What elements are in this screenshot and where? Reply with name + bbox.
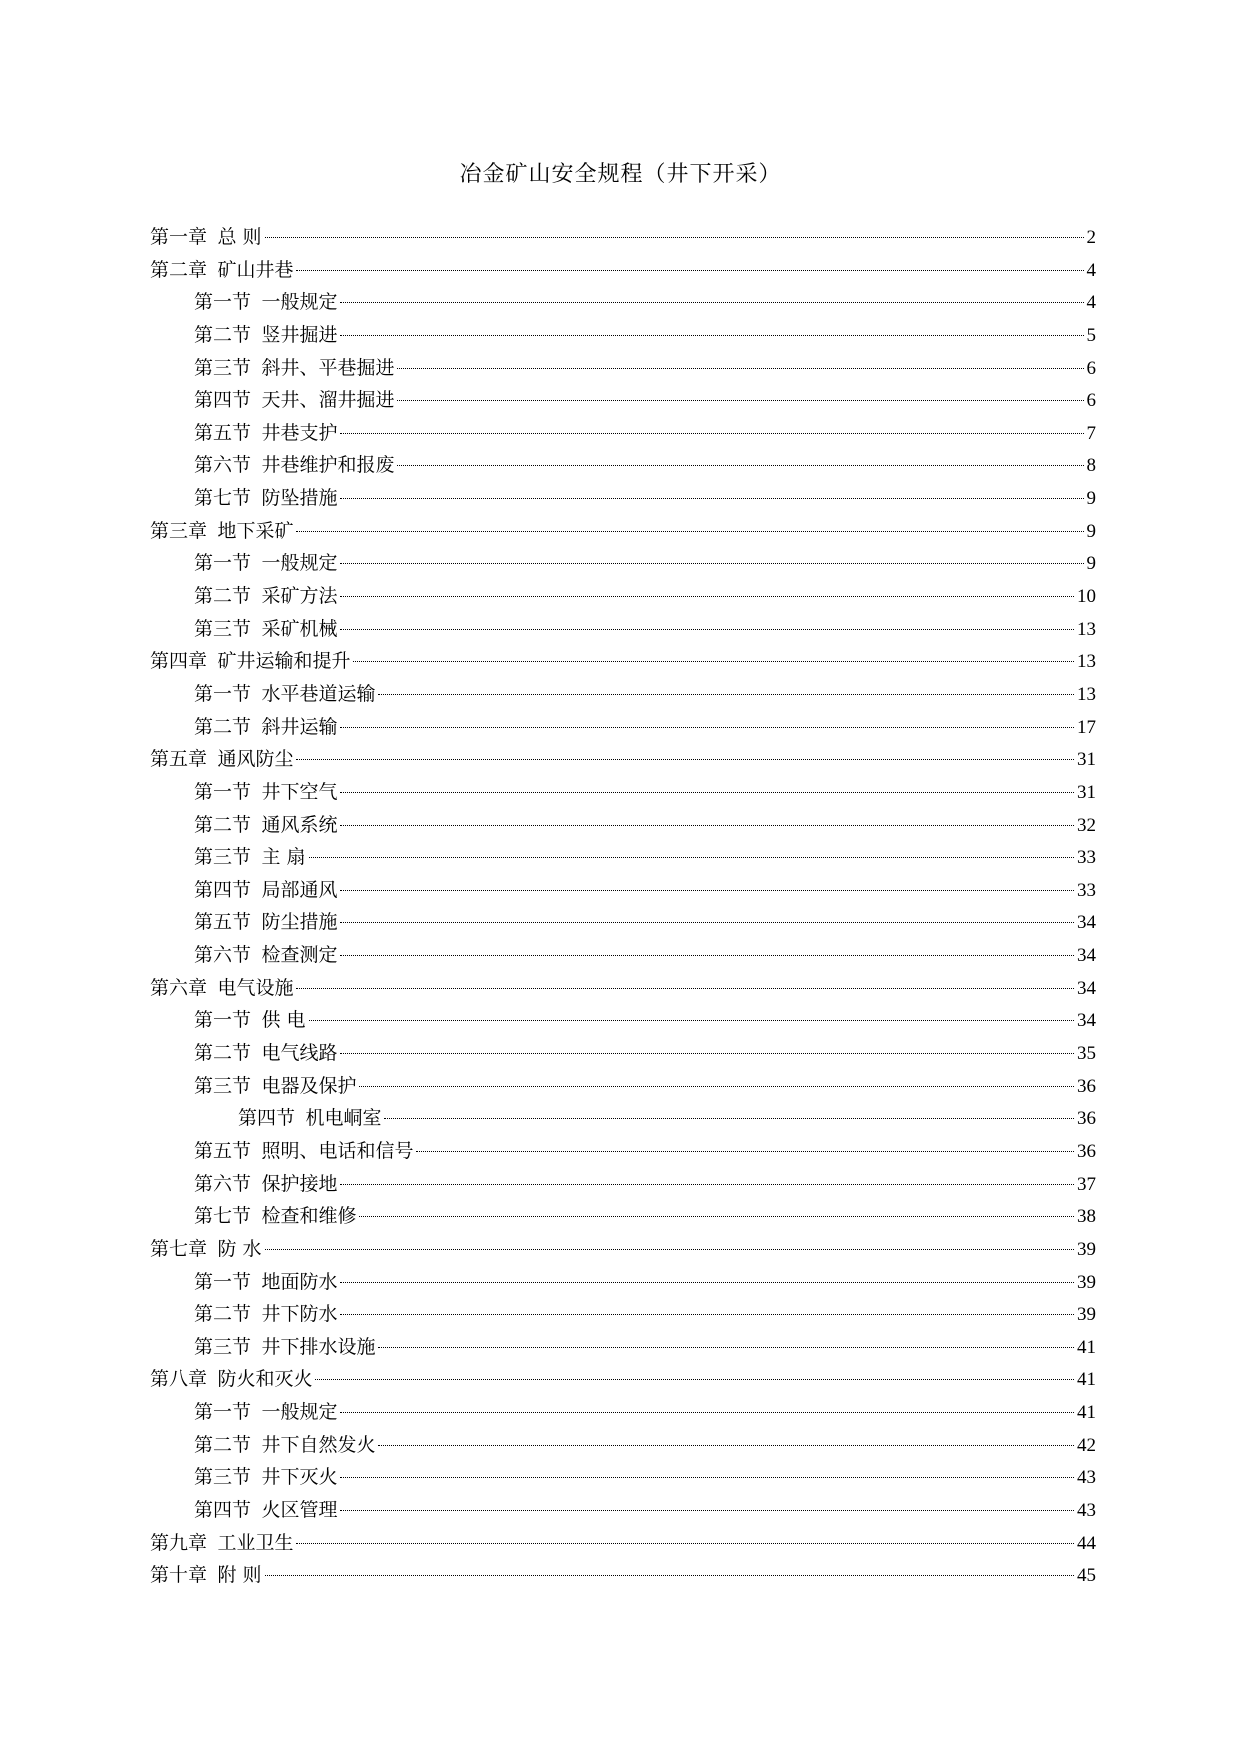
toc-dot-leader bbox=[296, 270, 1083, 271]
toc-section-entry[interactable] bbox=[150, 1266, 1096, 1299]
toc-dot-leader bbox=[340, 596, 1074, 597]
toc-page-number: 41 bbox=[1077, 1336, 1096, 1358]
toc-section-entry[interactable] bbox=[150, 906, 1096, 939]
toc-section-entry[interactable] bbox=[150, 1396, 1096, 1429]
toc-section-entry[interactable] bbox=[150, 547, 1096, 580]
toc-entry-number: 第六节 bbox=[194, 1172, 252, 1195]
toc-page-number: 5 bbox=[1086, 324, 1096, 346]
toc-entry-label bbox=[194, 482, 337, 515]
toc-entry-title: 电气线路 bbox=[261, 1042, 338, 1065]
toc-dot-leader bbox=[340, 1412, 1074, 1413]
toc-section-entry[interactable] bbox=[150, 1004, 1096, 1037]
toc-entry-title: 主 扇 bbox=[261, 846, 306, 869]
toc-entry-label bbox=[194, 352, 394, 385]
toc-dot-leader bbox=[296, 531, 1083, 532]
toc-entry-label bbox=[150, 1363, 312, 1396]
toc-chapter-entry[interactable] bbox=[150, 254, 1096, 287]
toc-entry-label bbox=[194, 1200, 356, 1233]
toc-page-number: 9 bbox=[1086, 553, 1096, 575]
toc-entry-title: 总 则 bbox=[217, 226, 262, 248]
toc-section-entry[interactable] bbox=[150, 1429, 1096, 1462]
toc-entry-number: 第一章 bbox=[150, 226, 208, 248]
toc-dot-leader bbox=[296, 988, 1074, 989]
toc-entry-number: 第二节 bbox=[194, 813, 252, 836]
toc-dot-leader bbox=[340, 1314, 1074, 1315]
toc-entry-label bbox=[194, 286, 337, 319]
toc-dot-leader bbox=[397, 400, 1083, 401]
toc-section-entry[interactable] bbox=[150, 384, 1096, 417]
toc-entry-number: 第四节 bbox=[238, 1107, 296, 1130]
toc-entry-title: 采矿方法 bbox=[261, 585, 338, 608]
toc-section-entry[interactable] bbox=[150, 352, 1096, 385]
toc-chapter-entry[interactable] bbox=[150, 1363, 1096, 1396]
toc-entry-title: 供 电 bbox=[261, 1009, 306, 1032]
toc-section-entry[interactable] bbox=[150, 1331, 1096, 1364]
toc-entry-number: 第三章 bbox=[150, 519, 208, 542]
toc-page-number: 6 bbox=[1086, 357, 1096, 379]
toc-dot-leader bbox=[296, 759, 1074, 760]
toc-page-number: 37 bbox=[1077, 1173, 1096, 1195]
toc-page-number: 2 bbox=[1086, 227, 1096, 248]
toc-page-number: 39 bbox=[1077, 1238, 1096, 1260]
toc-page-number: 31 bbox=[1077, 749, 1096, 771]
toc-section-entry[interactable] bbox=[150, 1168, 1096, 1201]
toc-entry-title: 一般规定 bbox=[261, 552, 338, 575]
toc-entry-number: 第七节 bbox=[194, 1205, 252, 1228]
toc-entry-number: 第二节 bbox=[194, 323, 252, 346]
toc-page-number: 38 bbox=[1077, 1206, 1096, 1228]
toc-page-number: 35 bbox=[1077, 1043, 1096, 1065]
toc-entry-label bbox=[194, 906, 337, 939]
toc-dot-leader bbox=[378, 694, 1074, 695]
toc-page-number: 9 bbox=[1086, 488, 1096, 510]
toc-page-number: 36 bbox=[1077, 1140, 1096, 1162]
toc-entry-title: 地下采矿 bbox=[217, 519, 294, 542]
toc-entry-number: 第六节 bbox=[194, 454, 252, 477]
toc-page-number: 45 bbox=[1077, 1565, 1096, 1587]
toc-page-number: 41 bbox=[1077, 1402, 1096, 1424]
toc-section-entry[interactable] bbox=[150, 286, 1096, 319]
toc-entry-label bbox=[150, 1233, 262, 1266]
toc-entry-number: 第二节 bbox=[194, 585, 252, 608]
toc-entry-label bbox=[194, 580, 337, 613]
toc-dot-leader bbox=[340, 727, 1074, 728]
toc-entry-number: 第四节 bbox=[194, 1498, 252, 1521]
toc-entry-label bbox=[194, 1135, 413, 1168]
toc-chapter-entry[interactable] bbox=[150, 645, 1096, 678]
toc-section-entry[interactable] bbox=[150, 580, 1096, 613]
toc-entry-title: 井巷维护和报废 bbox=[261, 454, 395, 477]
toc-entry-title: 保护接地 bbox=[261, 1172, 338, 1195]
toc-chapter-entry[interactable] bbox=[150, 515, 1096, 548]
toc-entry-number: 第三节 bbox=[194, 1074, 252, 1097]
toc-page-number: 4 bbox=[1086, 259, 1096, 281]
toc-entry-number: 第五节 bbox=[194, 911, 252, 934]
toc-entry-title: 井下灭火 bbox=[261, 1466, 338, 1489]
toc-section-entry[interactable] bbox=[150, 1135, 1096, 1168]
toc-dot-leader bbox=[340, 629, 1074, 630]
toc-page-number: 17 bbox=[1077, 716, 1096, 738]
toc-page-number: 32 bbox=[1077, 814, 1096, 836]
toc-page-number: 43 bbox=[1077, 1467, 1096, 1489]
toc-dot-leader bbox=[340, 792, 1074, 793]
toc-entry-title: 防 水 bbox=[217, 1237, 262, 1260]
toc-dot-leader bbox=[340, 1510, 1074, 1511]
toc-page-number: 6 bbox=[1086, 390, 1096, 412]
toc-entry-label bbox=[150, 972, 293, 1005]
toc-entry-number: 第三节 bbox=[194, 1466, 252, 1489]
toc-entry-label bbox=[194, 1396, 337, 1429]
toc-entry-title: 防尘措施 bbox=[261, 911, 338, 934]
toc-entry-label bbox=[194, 809, 337, 842]
toc-page-number: 36 bbox=[1077, 1108, 1096, 1130]
toc-entry-label bbox=[150, 645, 350, 678]
toc-entry-title: 矿山井巷 bbox=[217, 258, 294, 281]
toc-entry-title: 天井、溜井掘进 bbox=[261, 389, 395, 412]
toc-entry-number: 第一节 bbox=[194, 780, 252, 803]
toc-entry-number: 第五节 bbox=[194, 421, 252, 444]
toc-entry-number: 第六章 bbox=[150, 976, 208, 999]
toc-entry-title: 通风防尘 bbox=[217, 748, 294, 771]
toc-section-entry[interactable] bbox=[150, 613, 1096, 646]
toc-section-entry[interactable] bbox=[150, 841, 1096, 874]
toc-entry-number: 第二节 bbox=[194, 1303, 252, 1326]
toc-entry-title: 工业卫生 bbox=[217, 1531, 294, 1554]
toc-entry-label bbox=[150, 254, 293, 287]
toc-section-entry[interactable] bbox=[150, 776, 1096, 809]
toc-dot-leader bbox=[340, 563, 1083, 564]
toc-entry-title: 火区管理 bbox=[261, 1498, 338, 1521]
toc-section-entry[interactable] bbox=[150, 1494, 1096, 1527]
toc-dot-leader bbox=[359, 1216, 1074, 1217]
toc-page-number: 41 bbox=[1077, 1369, 1096, 1391]
toc-entry-title: 井下防水 bbox=[261, 1303, 338, 1326]
toc-page-number: 7 bbox=[1086, 422, 1096, 444]
toc-entry-title: 通风系统 bbox=[261, 813, 338, 836]
toc-dot-leader bbox=[340, 433, 1083, 434]
toc-entry-number: 第九章 bbox=[150, 1531, 208, 1554]
toc-chapter-entry[interactable] bbox=[150, 1559, 1096, 1592]
toc-dot-leader bbox=[340, 922, 1074, 923]
toc-dot-leader bbox=[340, 1477, 1074, 1478]
toc-page-number: 13 bbox=[1077, 618, 1096, 640]
toc-entry-label bbox=[194, 547, 337, 580]
toc-entry-label bbox=[194, 678, 375, 711]
toc-entry-title: 检查测定 bbox=[261, 944, 338, 967]
toc-entry-title: 斜井、平巷掘进 bbox=[261, 356, 395, 379]
toc-entry-title: 检查和维修 bbox=[261, 1205, 357, 1228]
toc-entry-title: 一般规定 bbox=[261, 291, 338, 314]
toc-section-entry[interactable] bbox=[150, 319, 1096, 352]
toc-entry-number: 第八章 bbox=[150, 1368, 208, 1391]
toc-dot-leader bbox=[416, 1151, 1074, 1152]
toc-entry-number: 第六节 bbox=[194, 944, 252, 967]
toc-entry-label bbox=[194, 939, 337, 972]
toc-entry-label bbox=[194, 1298, 337, 1331]
toc-entry-title: 井下自然发火 bbox=[261, 1433, 376, 1456]
toc-dot-leader bbox=[397, 368, 1083, 369]
toc-entry-number: 第四节 bbox=[194, 878, 252, 901]
toc-entry-label bbox=[194, 417, 337, 450]
toc-section-entry[interactable] bbox=[150, 711, 1096, 744]
toc-dot-leader bbox=[340, 825, 1074, 826]
document-title: 冶金矿山安全规程（井下开采） bbox=[459, 162, 782, 187]
toc-entry-number: 第三节 bbox=[194, 1335, 252, 1358]
toc-entry-number: 第二章 bbox=[150, 258, 208, 281]
toc-dot-leader bbox=[265, 237, 1084, 238]
toc-section-entry[interactable] bbox=[150, 449, 1096, 482]
toc-entry-label bbox=[194, 319, 337, 352]
toc-dot-leader bbox=[384, 1118, 1074, 1119]
toc-chapter-entry[interactable] bbox=[150, 972, 1096, 1005]
toc-entry-number: 第五章 bbox=[150, 748, 208, 771]
toc-entry-number: 第一节 bbox=[194, 291, 252, 314]
toc-page-number: 8 bbox=[1086, 455, 1096, 477]
toc-entry-title: 防火和灭火 bbox=[217, 1368, 313, 1391]
toc-entry-number: 第七章 bbox=[150, 1237, 208, 1260]
toc-page-number: 4 bbox=[1086, 292, 1096, 314]
toc-entry-number: 第七节 bbox=[194, 487, 252, 510]
toc-dot-leader bbox=[340, 890, 1074, 891]
toc-entry-title: 局部通风 bbox=[261, 878, 338, 901]
toc-entry-label bbox=[194, 874, 337, 907]
toc-dot-leader bbox=[340, 955, 1074, 956]
toc-dot-leader bbox=[315, 1379, 1074, 1380]
toc-section-entry[interactable] bbox=[150, 678, 1096, 711]
toc-dot-leader bbox=[340, 335, 1083, 336]
toc-dot-leader bbox=[378, 1347, 1074, 1348]
toc-entry-title: 矿井运输和提升 bbox=[217, 650, 351, 673]
toc-dot-leader bbox=[340, 1282, 1074, 1283]
toc-dot-leader bbox=[340, 1053, 1074, 1054]
toc-chapter-entry[interactable] bbox=[150, 743, 1096, 776]
toc-entry-number: 第二节 bbox=[194, 1433, 252, 1456]
toc-dot-leader bbox=[340, 1184, 1074, 1185]
toc-entry-label bbox=[194, 711, 337, 744]
toc-entry-number: 第一节 bbox=[194, 1270, 252, 1293]
toc-entry-number: 第一节 bbox=[194, 682, 252, 705]
toc-entry-title: 水平巷道运输 bbox=[261, 682, 376, 705]
toc-dot-leader bbox=[296, 1543, 1074, 1544]
toc-entry-title: 采矿机械 bbox=[261, 617, 338, 640]
toc-entry-label bbox=[194, 1331, 375, 1364]
toc-entry-title: 井下空气 bbox=[261, 780, 338, 803]
toc-entry-title: 斜井运输 bbox=[261, 715, 338, 738]
toc-dot-leader bbox=[353, 661, 1074, 662]
toc-dot-leader bbox=[378, 1445, 1074, 1446]
toc-entry-number: 第二节 bbox=[194, 1042, 252, 1065]
toc-page-number: 39 bbox=[1077, 1304, 1096, 1326]
toc-page-number: 44 bbox=[1077, 1532, 1096, 1554]
toc-page-number: 43 bbox=[1077, 1499, 1096, 1521]
toc-entry-label bbox=[238, 1102, 381, 1135]
toc-entry-number: 第三节 bbox=[194, 846, 252, 869]
toc-chapter-entry[interactable] bbox=[150, 1527, 1096, 1560]
toc-section-entry[interactable] bbox=[150, 809, 1096, 842]
table-of-contents bbox=[150, 221, 1096, 1592]
toc-entry-label bbox=[194, 1070, 356, 1103]
toc-page-number: 34 bbox=[1077, 912, 1096, 934]
toc-entry-title: 竖井掘进 bbox=[261, 323, 338, 346]
toc-section-entry[interactable] bbox=[150, 417, 1096, 450]
toc-chapter-entry[interactable] bbox=[150, 1233, 1096, 1266]
toc-entry-label bbox=[194, 613, 337, 646]
toc-entry-label bbox=[194, 449, 394, 482]
toc-entry-label bbox=[150, 1559, 262, 1592]
toc-entry-number: 第三节 bbox=[194, 356, 252, 379]
toc-section-entry[interactable] bbox=[150, 1037, 1096, 1070]
toc-entry-title: 一般规定 bbox=[261, 1401, 338, 1424]
toc-page-number: 13 bbox=[1077, 651, 1096, 673]
toc-entry-label bbox=[194, 1461, 337, 1494]
toc-entry-label bbox=[150, 221, 262, 254]
toc-dot-leader bbox=[309, 1020, 1075, 1021]
toc-dot-leader bbox=[309, 857, 1075, 858]
toc-section-entry[interactable] bbox=[150, 1461, 1096, 1494]
toc-entry-label bbox=[194, 1037, 337, 1070]
toc-page-number: 34 bbox=[1077, 1010, 1096, 1032]
toc-page-number: 31 bbox=[1077, 781, 1096, 803]
toc-page-number: 34 bbox=[1077, 977, 1096, 999]
toc-section-entry[interactable] bbox=[150, 482, 1096, 515]
toc-section-entry[interactable] bbox=[150, 1070, 1096, 1103]
toc-entry-label bbox=[150, 743, 293, 776]
toc-entry-title: 机电峒室 bbox=[305, 1107, 382, 1130]
toc-entry-number: 第一节 bbox=[194, 1009, 252, 1032]
toc-entry-title: 电气设施 bbox=[217, 976, 294, 999]
toc-section-entry[interactable] bbox=[150, 1298, 1096, 1331]
toc-page-number: 9 bbox=[1086, 520, 1096, 542]
toc-page-number: 42 bbox=[1077, 1434, 1096, 1456]
toc-dot-leader bbox=[340, 498, 1083, 499]
toc-entry-title: 电器及保护 bbox=[261, 1074, 357, 1097]
toc-entry-number: 第四章 bbox=[150, 650, 208, 673]
toc-entry-label bbox=[150, 515, 293, 548]
toc-entry-title: 井巷支护 bbox=[261, 421, 338, 444]
toc-entry-label bbox=[194, 1494, 337, 1527]
toc-entry-label bbox=[194, 1266, 337, 1299]
toc-page-number: 10 bbox=[1077, 586, 1096, 608]
toc-page-number: 33 bbox=[1077, 847, 1096, 869]
toc-entry-label bbox=[194, 776, 337, 809]
toc-entry-title: 地面防水 bbox=[261, 1270, 338, 1293]
toc-entry-number: 第二节 bbox=[194, 715, 252, 738]
toc-page-number: 13 bbox=[1077, 683, 1096, 705]
toc-entry-title: 防坠措施 bbox=[261, 487, 338, 510]
toc-entry-title: 井下排水设施 bbox=[261, 1335, 376, 1358]
toc-entry-number: 第三节 bbox=[194, 617, 252, 640]
toc-entry-label bbox=[194, 1168, 337, 1201]
toc-entry-label bbox=[194, 841, 306, 874]
toc-dot-leader bbox=[265, 1575, 1075, 1576]
toc-entry-number: 第十章 bbox=[150, 1564, 208, 1587]
toc-section-entry[interactable] bbox=[150, 1200, 1096, 1233]
toc-section-entry[interactable] bbox=[150, 1102, 1096, 1135]
toc-entry-label bbox=[194, 384, 394, 417]
toc-dot-leader bbox=[340, 302, 1083, 303]
toc-dot-leader bbox=[359, 1086, 1074, 1087]
toc-entry-label bbox=[194, 1004, 306, 1037]
toc-entry-title: 附 则 bbox=[217, 1564, 262, 1587]
toc-chapter-entry[interactable] bbox=[150, 221, 1096, 254]
toc-entry-title: 照明、电话和信号 bbox=[261, 1139, 414, 1162]
toc-entry-label bbox=[194, 1429, 375, 1462]
toc-section-entry[interactable] bbox=[150, 874, 1096, 907]
toc-page-number: 33 bbox=[1077, 879, 1096, 901]
toc-entry-number: 第四节 bbox=[194, 389, 252, 412]
toc-page-number: 36 bbox=[1077, 1075, 1096, 1097]
toc-dot-leader bbox=[265, 1249, 1075, 1250]
toc-entry-label bbox=[150, 1527, 293, 1560]
toc-entry-number: 第五节 bbox=[194, 1139, 252, 1162]
toc-page-number: 34 bbox=[1077, 945, 1096, 967]
toc-section-entry[interactable] bbox=[150, 939, 1096, 972]
toc-dot-leader bbox=[397, 465, 1083, 466]
toc-entry-number: 第一节 bbox=[194, 552, 252, 575]
toc-page-number: 39 bbox=[1077, 1271, 1096, 1293]
toc-entry-number: 第一节 bbox=[194, 1401, 252, 1424]
